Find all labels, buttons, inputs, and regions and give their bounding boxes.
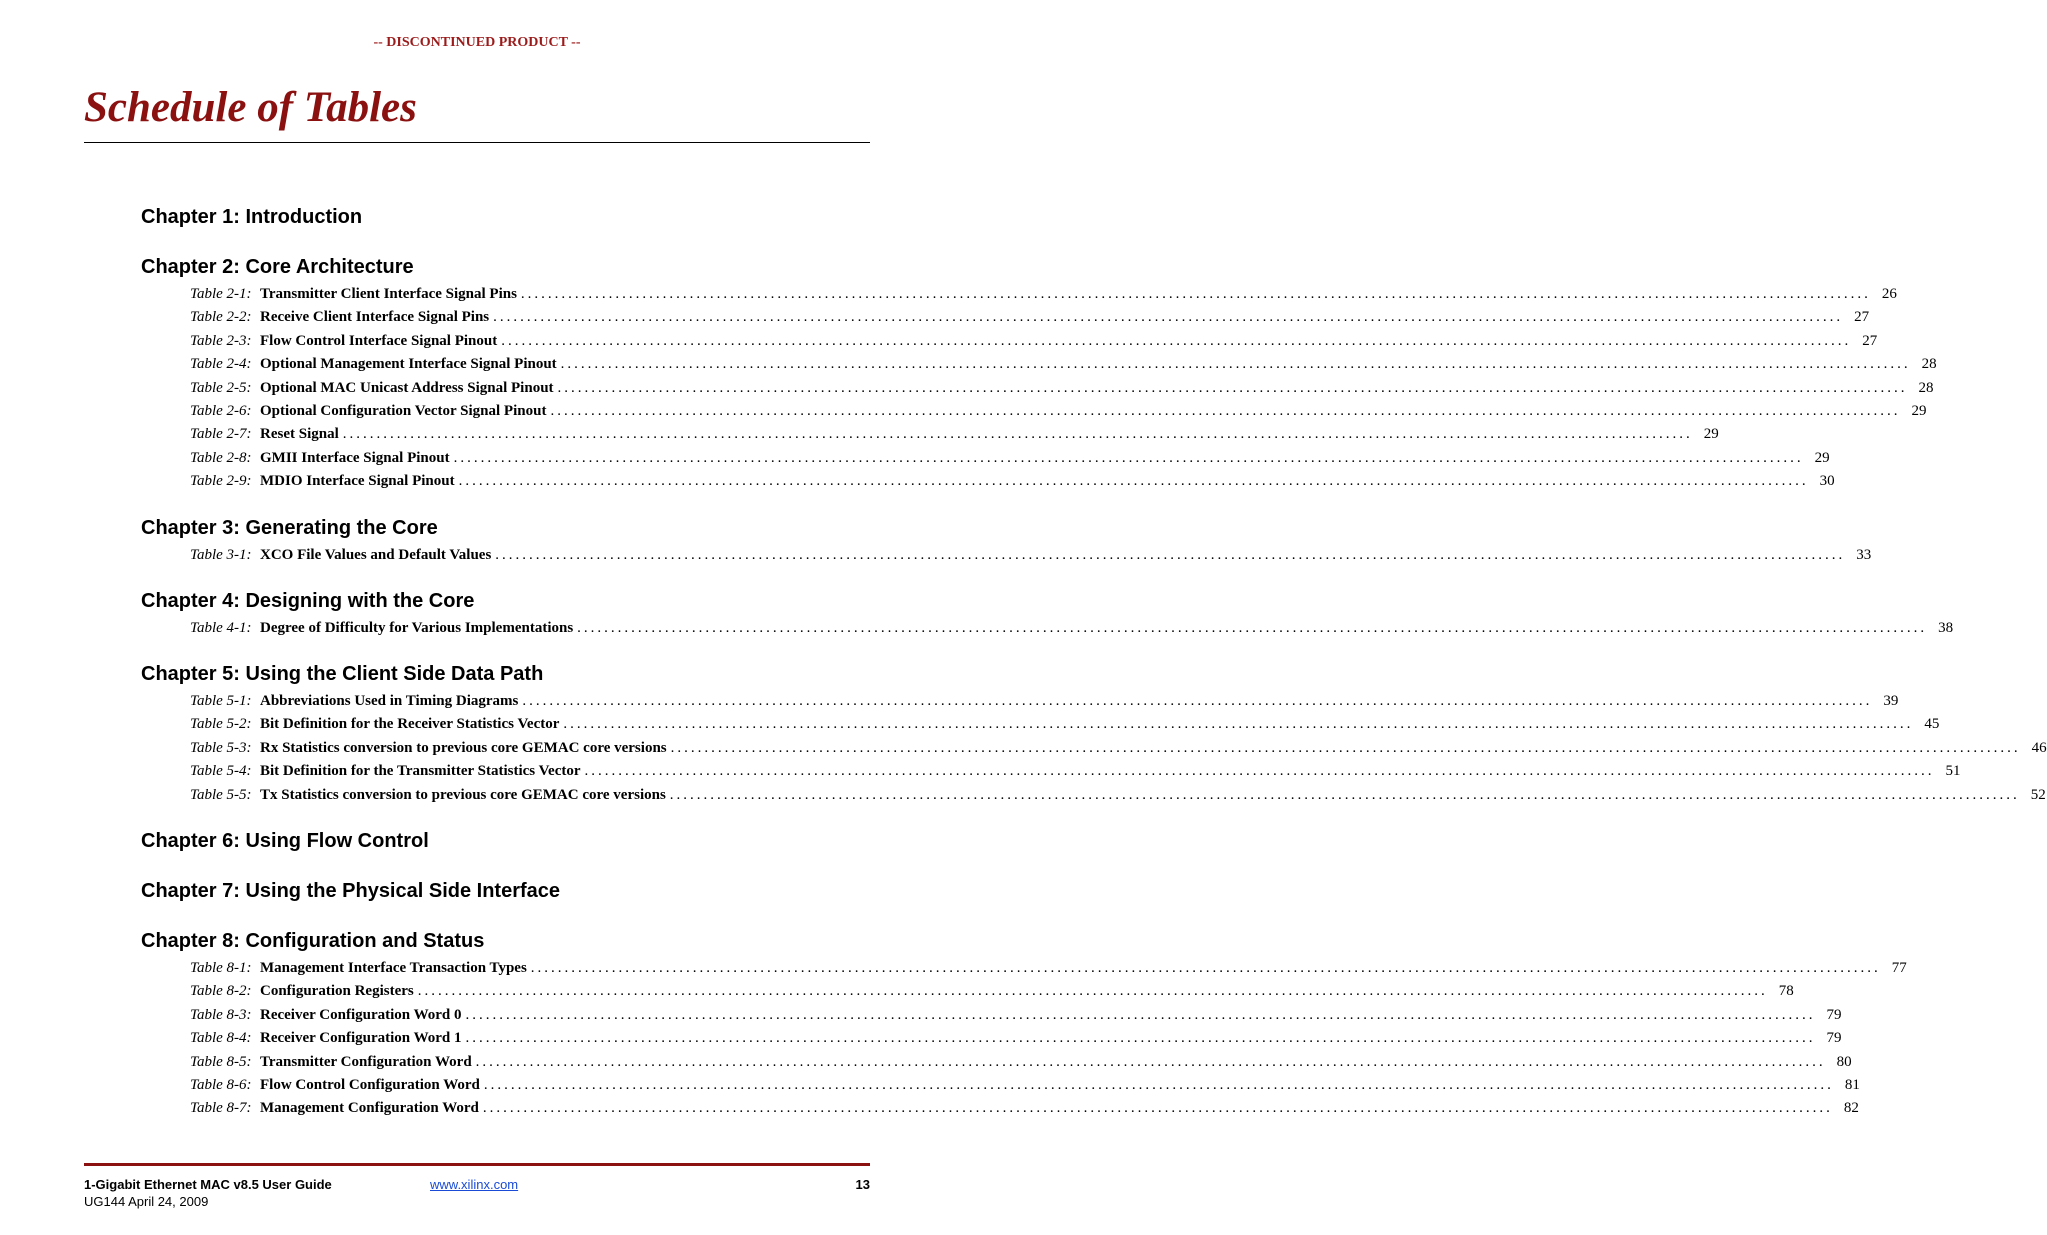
table-number: Table 2-7: [190, 426, 252, 443]
chapter-heading[interactable]: Chapter 1: Introduction [141, 206, 363, 228]
table-name: Bit Definition for the Receiver Statistics Vector [260, 716, 560, 733]
table-number: Table 8-4: [190, 1030, 252, 1047]
table-name: Management Configuration Word [260, 1100, 479, 1117]
page-number: 27 [1862, 332, 1878, 349]
toc-entry[interactable] [190, 331, 1878, 351]
page-number: 77 [1891, 960, 1907, 976]
dot-leader: ........................................................................................................................................................................................................ [417, 983, 1768, 1000]
table-number: Table 8-7: [190, 1100, 252, 1117]
table-name: Management Interface Transaction Types [260, 960, 527, 976]
toc-entry[interactable] [190, 307, 1870, 327]
table-name: Rx Statistics conversion to previous core GEMAC core versions [260, 739, 667, 756]
table-number: Table 3-1: [190, 547, 252, 563]
table-number: Table 8-2: [190, 983, 252, 1000]
chapter-heading[interactable]: Chapter 6: Using Flow Control [141, 830, 429, 852]
table-number: Table 8-1: [190, 960, 252, 976]
table-name: GMII Interface Signal Pinout [260, 449, 450, 466]
table-name: Optional Management Interface Signal Pinout [260, 356, 557, 373]
dot-leader: ........................................................................................................................................................................................................ [465, 1030, 1816, 1047]
toc-entry[interactable] [190, 785, 2046, 805]
table-name: XCO File Values and Default Values [260, 547, 492, 563]
table-name: Optional Configuration Vector Signal Pinout [260, 403, 547, 419]
table-number: Table 8-5: [190, 1053, 252, 1070]
table-number: Table 5-1: [190, 693, 252, 709]
page-number: 27 [1854, 309, 1870, 326]
chapter-heading[interactable]: Chapter 2: Core Architecture [141, 256, 414, 278]
table-name: Reset Signal [260, 426, 339, 443]
toc-entry[interactable] [190, 1098, 1859, 1118]
table-number: Table 4-1: [190, 620, 252, 636]
discontinued-banner: -- DISCONTINUED PRODUCT -- [373, 35, 581, 50]
toc-entry[interactable] [190, 545, 1872, 565]
table-number: Table 5-2: [190, 716, 252, 733]
page-number: 79 [1826, 1006, 1842, 1023]
table-number: Table 5-4: [190, 763, 252, 780]
table-number: Table 2-5: [190, 379, 252, 396]
page-title: Schedule of Tables [84, 84, 417, 131]
table-name: Configuration Registers [260, 983, 414, 1000]
dot-leader: ........................................................................................................................................................................................................ [495, 547, 1846, 563]
dot-leader: ........................................................................................................................................................................................................ [584, 763, 1935, 780]
table-number: Table 2-1: [190, 286, 252, 302]
table-name: Bit Definition for the Transmitter Statistics Vector [260, 763, 581, 780]
table-number: Table 2-3: [190, 332, 252, 349]
table-number: Table 5-3: [190, 739, 252, 756]
toc-entry[interactable] [190, 1028, 1842, 1048]
table-name: Flow Control Interface Signal Pinout [260, 332, 498, 349]
page-number: 29 [1814, 449, 1830, 466]
table-number: Table 8-3: [190, 1006, 252, 1023]
dot-leader: ........................................................................................................................................................................................................ [475, 1053, 1826, 1070]
toc-entry[interactable] [190, 284, 1897, 304]
footer-divider [84, 1163, 870, 1166]
toc-entry[interactable] [190, 714, 1940, 734]
dot-leader: ........................................................................................................................................................................................................ [670, 739, 2021, 756]
table-name: Abbreviations Used in Timing Diagrams [260, 693, 519, 709]
dot-leader: ........................................................................................................................................................................................................ [342, 426, 1693, 443]
table-name: Receiver Configuration Word 0 [260, 1006, 462, 1023]
chapter-heading[interactable]: Chapter 4: Designing with the Core [141, 590, 475, 612]
page-number: 46 [2031, 739, 2047, 756]
table-name: Optional MAC Unicast Address Signal Pinout [260, 379, 554, 396]
page-number: 26 [1881, 286, 1897, 302]
dot-leader: ........................................................................................................................................................................................................ [482, 1100, 1833, 1117]
dot-leader: ........................................................................................................................................................................................................ [530, 960, 1881, 976]
page-number: 81 [1844, 1077, 1860, 1093]
footer-doc-id: UG144 April 24, 2009 [84, 1194, 209, 1209]
table-number: Table 2-6: [190, 403, 252, 419]
dot-leader: ........................................................................................................................................................................................................ [501, 332, 1852, 349]
toc-entry[interactable] [190, 378, 1934, 398]
toc-entry[interactable] [190, 401, 1927, 421]
chapter-heading[interactable]: Chapter 7: Using the Physical Side Interface [141, 880, 561, 902]
footer-website-link[interactable]: www.xilinx.com [430, 1177, 519, 1192]
page-number: 28 [1921, 356, 1937, 373]
toc-entry[interactable] [190, 1005, 1842, 1025]
table-name: Flow Control Configuration Word [260, 1077, 480, 1093]
page-number: 33 [1856, 547, 1872, 563]
dot-leader: ........................................................................................................................................................................................................ [669, 786, 2020, 803]
table-number: Table 2-9: [190, 473, 252, 490]
dot-leader: ........................................................................................................................................................................................................ [563, 716, 1914, 733]
page-number: 29 [1911, 403, 1927, 419]
toc-entry[interactable] [190, 618, 1954, 638]
table-name: Receiver Configuration Word 1 [260, 1030, 462, 1047]
dot-leader: ........................................................................................................................................................................................................ [550, 403, 1901, 419]
footer-doc-title: 1-Gigabit Ethernet MAC v8.5 User Guide [84, 1177, 332, 1192]
toc-entry[interactable] [190, 448, 1830, 468]
toc-entry[interactable] [190, 1075, 1860, 1095]
page-number: 51 [1945, 763, 1961, 780]
chapter-heading[interactable]: Chapter 5: Using the Client Side Data Path [141, 663, 544, 685]
page-number: 52 [2030, 786, 2046, 803]
toc-entry[interactable] [190, 981, 1794, 1001]
dot-leader: ........................................................................................................................................................................................................ [557, 379, 1908, 396]
table-name: Transmitter Client Interface Signal Pins [260, 286, 517, 302]
chapter-heading[interactable]: Chapter 8: Configuration and Status [141, 930, 485, 952]
toc-entry[interactable] [190, 738, 2047, 758]
title-divider [84, 142, 870, 143]
table-number: Table 5-5: [190, 786, 252, 803]
dot-leader: ........................................................................................................................................................................................................ [520, 286, 1871, 302]
table-number: Table 2-4: [190, 356, 252, 373]
page-number: 45 [1924, 716, 1940, 733]
toc-entry[interactable] [190, 958, 1907, 978]
table-name: Degree of Difficulty for Various Implementations [260, 620, 574, 636]
table-number: Table 8-6: [190, 1077, 252, 1093]
dot-leader: ........................................................................................................................................................................................................ [522, 693, 1873, 709]
toc-entry[interactable] [190, 354, 1937, 374]
table-number: Table 2-2: [190, 309, 252, 326]
page-number: 38 [1938, 620, 1954, 636]
dot-leader: ........................................................................................................................................................................................................ [458, 473, 1809, 490]
dot-leader: ........................................................................................................................................................................................................ [483, 1077, 1834, 1093]
dot-leader: ........................................................................................................................................................................................................ [560, 356, 1911, 373]
table-name: Transmitter Configuration Word [260, 1053, 472, 1070]
page-number: 78 [1778, 983, 1794, 1000]
page-number: 80 [1836, 1053, 1852, 1070]
dot-leader: ........................................................................................................................................................................................................ [577, 620, 1928, 636]
toc-entry[interactable] [190, 424, 1719, 444]
chapter-heading[interactable]: Chapter 3: Generating the Core [141, 517, 438, 539]
page-number: 29 [1703, 426, 1719, 443]
table-name: Tx Statistics conversion to previous core GEMAC core versions [260, 786, 666, 803]
page-number: 28 [1918, 379, 1934, 396]
dot-leader: ........................................................................................................................................................................................................ [493, 309, 1844, 326]
toc-entry[interactable] [190, 1052, 1852, 1072]
page-number: 39 [1883, 693, 1899, 709]
table-name: Receive Client Interface Signal Pins [260, 309, 490, 326]
footer-page-number: 13 [855, 1177, 870, 1192]
dot-leader: ........................................................................................................................................................................................................ [465, 1006, 1816, 1023]
page-number: 79 [1826, 1030, 1842, 1047]
table-name: MDIO Interface Signal Pinout [260, 473, 455, 490]
page-number: 30 [1819, 473, 1835, 490]
page-number: 82 [1843, 1100, 1859, 1117]
toc-entry[interactable] [190, 471, 1835, 491]
table-number: Table 2-8: [190, 449, 252, 466]
toc-entry[interactable] [190, 761, 1961, 781]
dot-leader: ........................................................................................................................................................................................................ [453, 449, 1804, 466]
toc-entry[interactable] [190, 691, 1899, 711]
